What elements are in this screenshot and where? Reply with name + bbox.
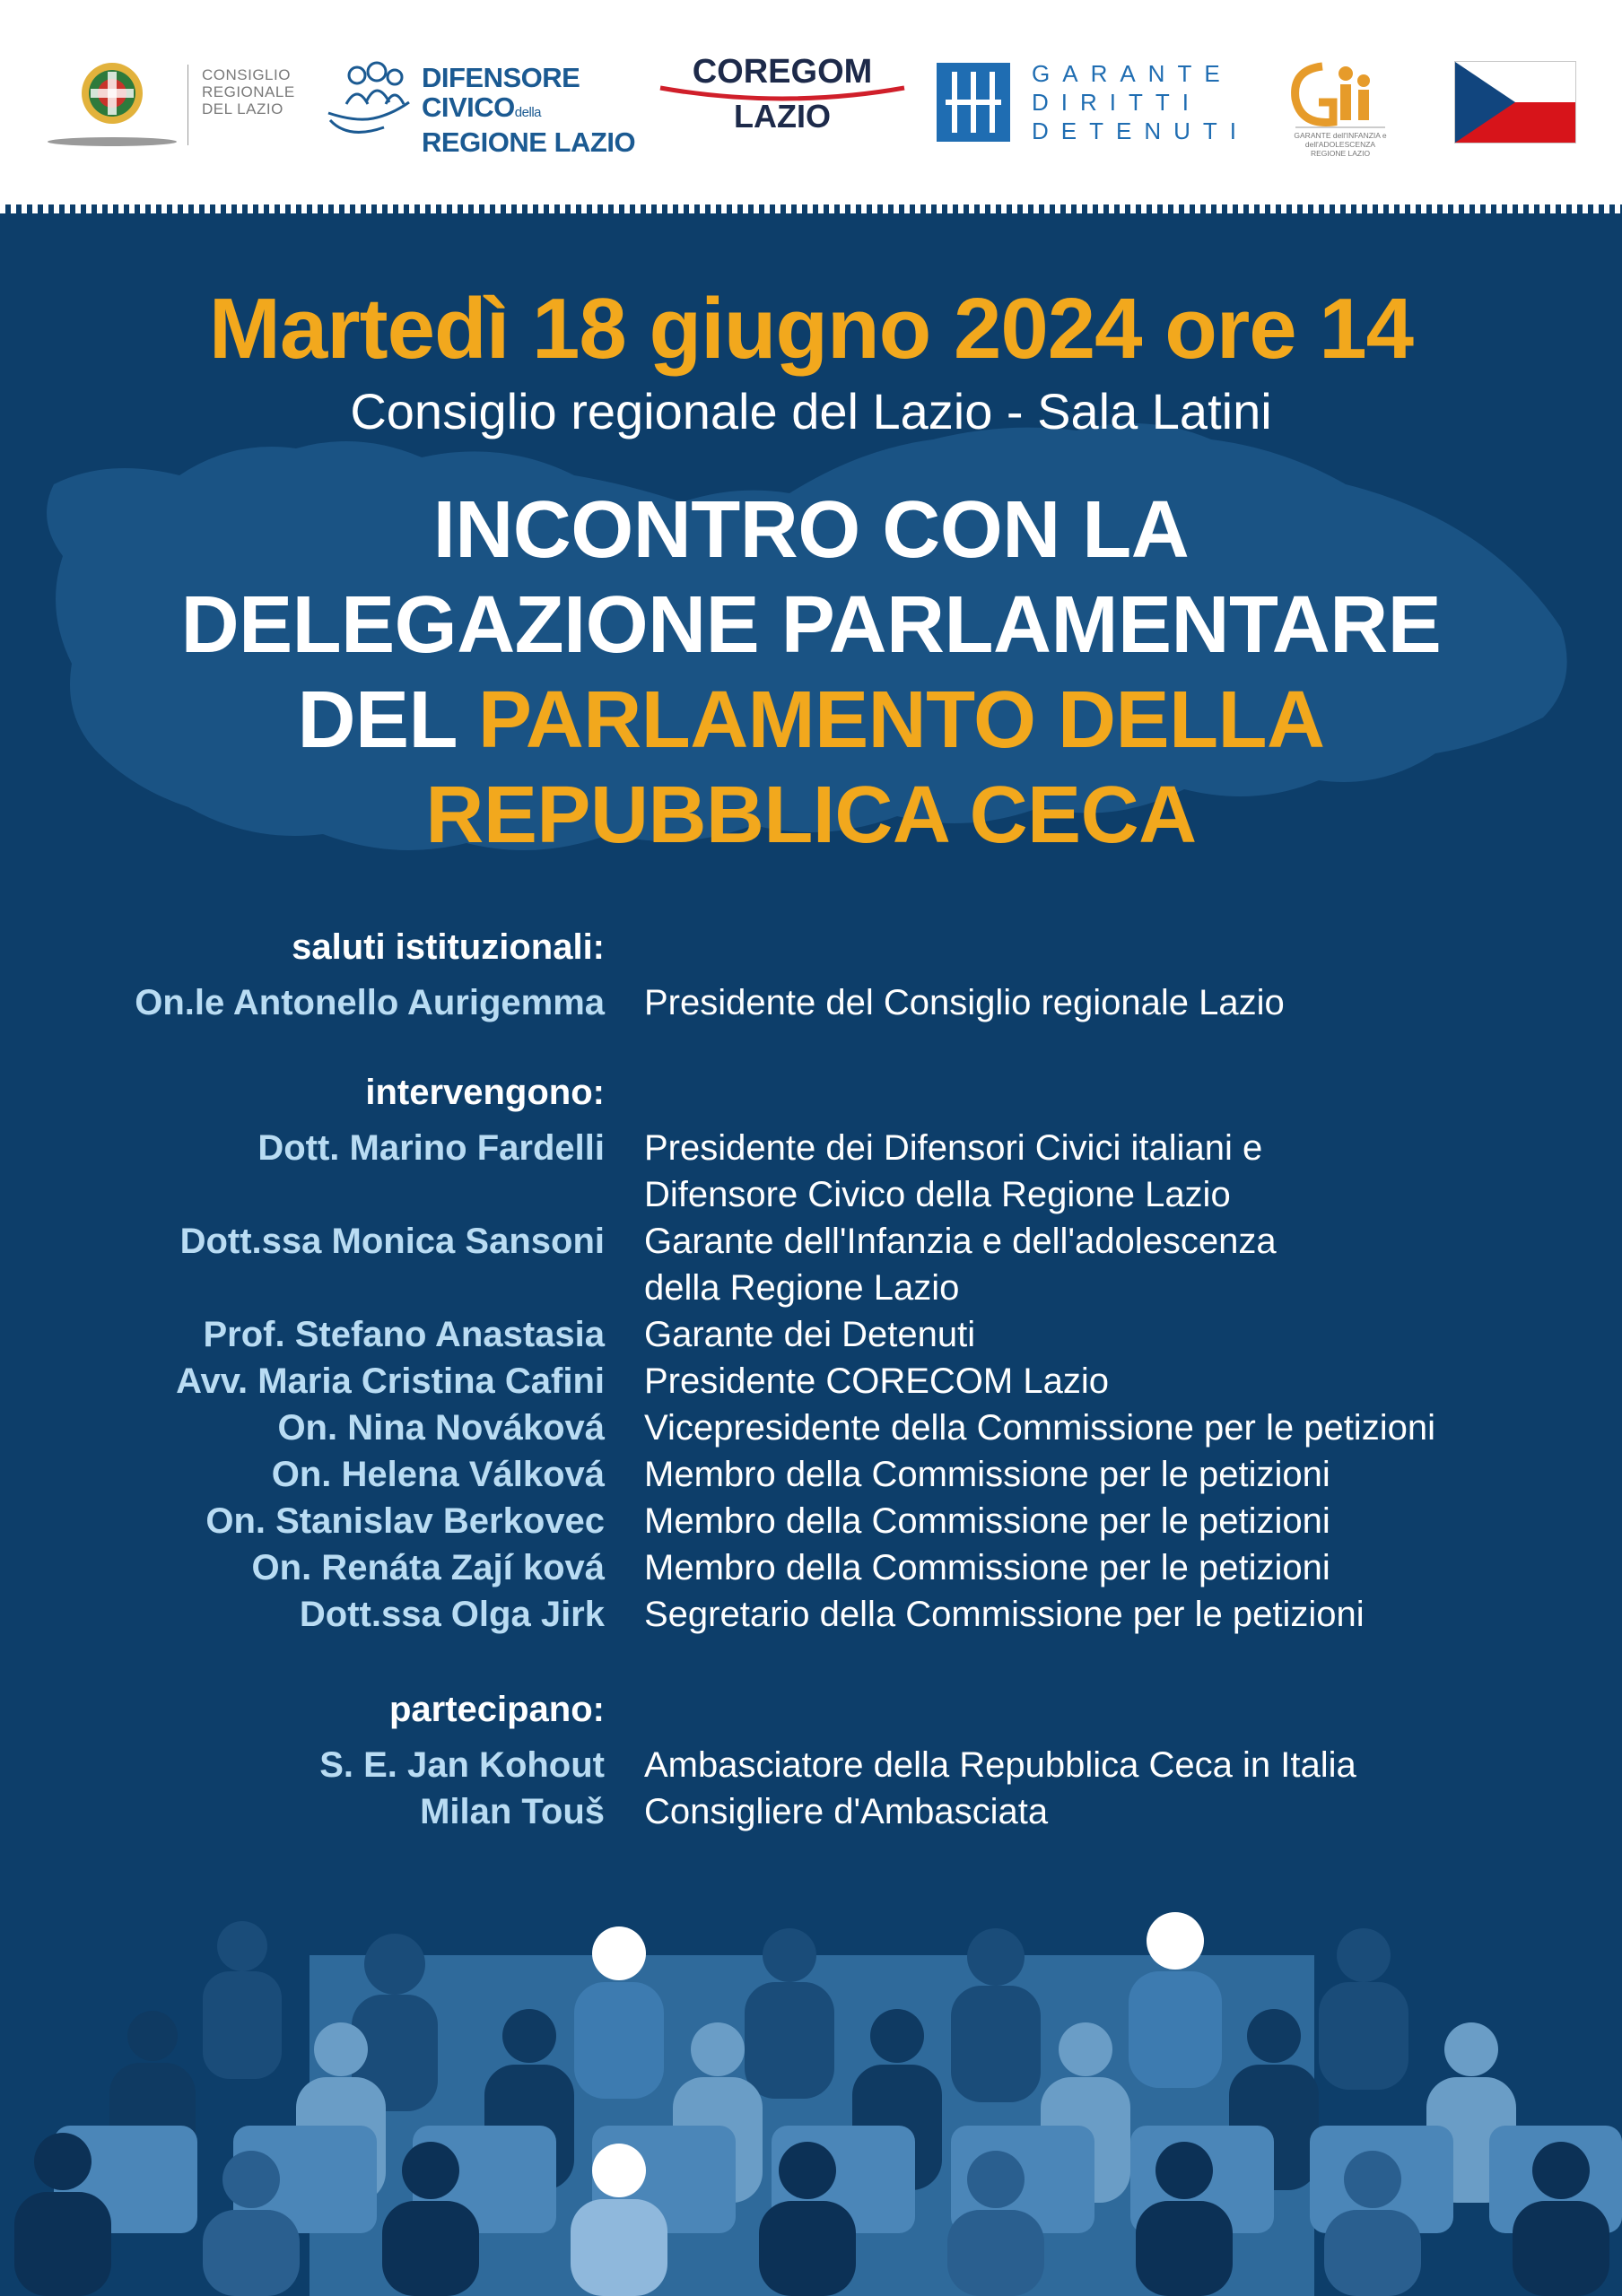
consiglio-line3: DEL LAZIO (202, 100, 283, 117)
speaker-role: Presidente CORECOM Lazio (644, 1361, 1109, 1401)
speaker-role: Presidente dei Difensori Civici italiani e (644, 1128, 1263, 1168)
speaker-role: Membro della Commissione per le petizioni (644, 1548, 1330, 1587)
section-saluti (0, 924, 1622, 970)
garante-line2: DIRITTI (1032, 89, 1201, 116)
consiglio-regionale-logo (45, 56, 296, 154)
czech-flag-icon (1454, 61, 1576, 144)
audience-illustration (0, 1901, 1622, 2296)
speaker-role: Vicepresidente della Commissione per le petizioni (644, 1408, 1435, 1448)
header-logo-bar (0, 0, 1622, 204)
speaker-name: On. Stanislav Berkovec (205, 1501, 605, 1541)
difensore-line2: CIVICO (422, 91, 515, 123)
children-g-icon (1269, 56, 1412, 129)
speaker-name: Milan Touš (420, 1792, 605, 1831)
speaker-role: Segretario della Commissione per le petizioni (644, 1595, 1365, 1634)
title-line3-orange: PARLAMENTO DELLA (477, 675, 1325, 765)
speaker-name: Dott.ssa Olga Jirk (299, 1595, 605, 1634)
lazio-crest-icon (45, 56, 188, 154)
speaker-name: On.le Antonello Aurigemma (135, 983, 605, 1022)
program-row (0, 1788, 1622, 1835)
audience-front-row (14, 2133, 1609, 2296)
program-row (0, 1218, 1622, 1265)
section-partecipano (0, 1686, 1622, 1733)
program-row (0, 1498, 1622, 1544)
program-row (0, 1125, 1622, 1171)
speaker-role: Garante dell'Infanzia e dell'adolescenza (644, 1222, 1277, 1261)
corecom-swoosh-icon (658, 83, 906, 104)
speaker-role: Presidente del Consiglio regionale Lazio (644, 983, 1285, 1022)
difensore-della: della (514, 105, 541, 120)
title-line4: REPUBBLICA CECA (425, 770, 1197, 860)
program-row (0, 979, 1622, 1026)
speaker-role-continued: Difensore Civico della Regione Lazio (644, 1175, 1231, 1214)
program-row-continued (0, 1265, 1622, 1311)
people-hand-icon (321, 57, 420, 147)
garante-line1: GARANTE (1032, 60, 1233, 87)
difensore-civico-logo (321, 57, 644, 156)
title-line1: INCONTRO CON LA (432, 485, 1190, 575)
infanzia-caption1: GARANTE dell'INFANZIA e dell'ADOLESCENZA (1294, 131, 1387, 149)
difensore-line1: DIFENSORE (422, 62, 580, 93)
title-line3-white: DEL (297, 675, 478, 765)
title-line3 (0, 673, 1622, 768)
speaker-name: On. Helena Válková (271, 1455, 605, 1494)
corecom-title: COREGOM (692, 53, 873, 91)
infanzia-caption2: REGIONE LAZIO (1310, 149, 1371, 158)
consiglio-line2: REGIONALE (202, 83, 295, 100)
speaker-name: Dott.ssa Monica Sansoni (179, 1222, 605, 1261)
program-row (0, 1405, 1622, 1451)
speaker-role: Membro della Commissione per le petizioni (644, 1455, 1330, 1494)
event-date: Martedì 18 giugno 2024 ore 14 (208, 281, 1414, 377)
speaker-name: S. E. Jan Kohout (319, 1745, 605, 1785)
corecom-subtitle: LAZIO (734, 98, 831, 135)
speaker-name: Avv. Maria Cristina Cafini (176, 1361, 605, 1401)
program-row (0, 1358, 1622, 1405)
program-row (0, 1311, 1622, 1358)
speaker-role-continued: della Regione Lazio (644, 1268, 960, 1308)
garante-detenuti-logo (937, 59, 1249, 149)
program-row (0, 1591, 1622, 1638)
speaker-name: Prof. Stefano Anastasia (203, 1315, 605, 1354)
header-divider (0, 204, 1622, 213)
section-intervengono (0, 1069, 1622, 1116)
program-row-continued (0, 1171, 1622, 1218)
speaker-name: Dott. Marino Fardelli (257, 1128, 605, 1168)
speaker-role: Membro della Commissione per le petizioni (644, 1501, 1330, 1541)
section-label: intervengono: (365, 1073, 605, 1112)
program-row (0, 1544, 1622, 1591)
event-venue: Consiglio regionale del Lazio - Sala Latini (350, 383, 1272, 439)
event-title (0, 483, 1622, 863)
program-row (0, 1742, 1622, 1788)
garante-infanzia-logo (1269, 56, 1412, 158)
section-label: saluti istituzionali: (292, 927, 605, 967)
speaker-role: Garante dei Detenuti (644, 1315, 976, 1354)
program-row (0, 1451, 1622, 1498)
difensore-line3: REGIONE LAZIO (422, 126, 636, 158)
speaker-role: Ambasciatore della Repubblica Ceca in Italia (644, 1745, 1356, 1785)
prison-window-icon (937, 63, 1010, 142)
speaker-name: On. Renáta Zají ková (251, 1548, 605, 1587)
speaker-name: On. Nina Nováková (277, 1408, 605, 1448)
consiglio-line1: CONSIGLIO (202, 66, 291, 83)
corecom-logo (657, 54, 908, 152)
garante-line3: DETENUTI (1032, 117, 1249, 144)
title-line2: DELEGAZIONE PARLAMENTARE (180, 580, 1442, 670)
speaker-role: Consigliere d'Ambasciata (644, 1792, 1049, 1831)
section-label: partecipano: (388, 1690, 605, 1729)
